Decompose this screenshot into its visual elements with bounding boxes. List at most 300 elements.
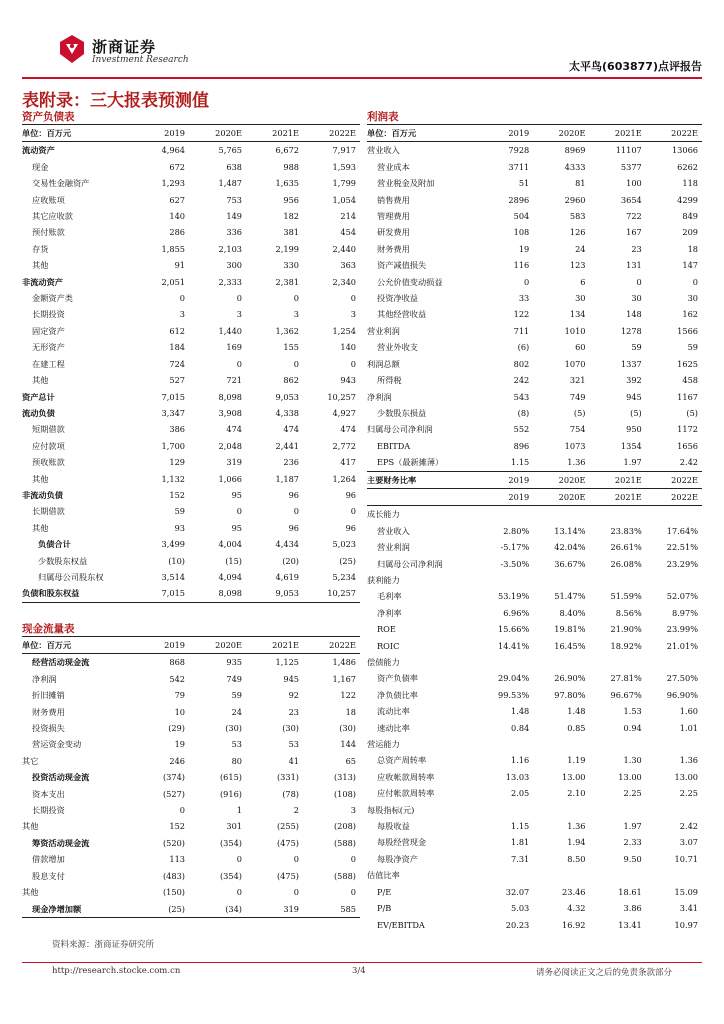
table-row <box>22 159 360 175</box>
row-value: 129 <box>169 457 185 468</box>
row-value: 53.19% <box>498 591 530 602</box>
row-label: 股息支付 <box>32 870 65 881</box>
row-value: 23.99% <box>666 624 698 635</box>
table-row <box>22 290 360 306</box>
row-label: 投资净收益 <box>377 293 418 304</box>
row-value: 0 <box>350 358 356 369</box>
table-row <box>22 438 360 454</box>
row-label: ROE <box>377 624 396 635</box>
table-row <box>22 901 360 918</box>
row-value: 1.19 <box>567 755 586 766</box>
year-header: 2019 <box>477 488 533 505</box>
table-row <box>22 585 360 602</box>
table-row <box>367 621 702 637</box>
table-row <box>367 438 702 454</box>
table-row <box>367 506 702 523</box>
row-label: 其他 <box>32 375 49 386</box>
table-row <box>367 192 702 208</box>
row-label: EV/EBITDA <box>377 919 425 930</box>
row-value: 95 <box>231 489 242 500</box>
table-row <box>367 539 702 555</box>
row-value: 336 <box>226 227 242 238</box>
row-value: 96 <box>345 489 356 500</box>
row-label: 折旧摊销 <box>32 690 65 701</box>
row-value: 7928 <box>508 145 530 156</box>
row-label: 资产总计 <box>22 391 55 402</box>
cash-flow-table <box>22 637 360 918</box>
row-value: 6262 <box>677 161 698 172</box>
row-value: 301 <box>226 821 242 832</box>
row-label: 少数股东损益 <box>377 407 427 418</box>
row-value: 417 <box>340 457 356 468</box>
row-value: 1,066 <box>218 473 242 484</box>
row-label: 管理费用 <box>377 211 410 222</box>
row-value: 2,381 <box>275 276 299 287</box>
balance-sheet-table <box>22 125 360 603</box>
table-row <box>367 818 702 834</box>
row-value <box>477 506 533 523</box>
row-value: 30 <box>631 293 642 304</box>
year-header: 2020E <box>533 472 589 489</box>
row-value: 802 <box>513 358 530 369</box>
row-value: (29) <box>168 723 185 734</box>
row-value: 1.48 <box>511 706 530 717</box>
table-row <box>367 556 702 572</box>
row-label: 长期投资 <box>32 805 65 816</box>
row-value: 7,917 <box>332 145 356 156</box>
row-value: 1,487 <box>218 178 242 189</box>
row-value: 36.67% <box>554 558 586 569</box>
row-label: 长期投资 <box>32 309 65 320</box>
table-row <box>367 752 702 768</box>
row-label: 无形资产 <box>32 342 65 353</box>
row-value: 585 <box>303 901 360 918</box>
row-value: 956 <box>283 194 299 205</box>
unit-label: 单位：百万元 <box>22 637 132 654</box>
row-value: 19.81% <box>554 624 586 635</box>
row-value: 0 <box>236 358 242 369</box>
row-value: 169 <box>226 342 242 353</box>
row-value: 945 <box>626 391 642 402</box>
row-value: 10 <box>174 706 185 717</box>
row-value: 862 <box>283 375 299 386</box>
row-value: (8) <box>517 407 530 418</box>
row-value: 13.00 <box>674 771 698 782</box>
row-value: 131 <box>626 260 642 271</box>
row-value: 5,765 <box>218 145 242 156</box>
row-label: 其他 <box>32 522 49 533</box>
year-header: 2021E <box>590 125 646 142</box>
row-value: 474 <box>340 424 356 435</box>
row-value: 4333 <box>564 161 586 172</box>
row-label: 资产负债率 <box>377 673 418 684</box>
row-value <box>533 506 589 523</box>
row-label: 归属母公司股东权 <box>38 571 104 582</box>
row-label: 现金净增加额 <box>22 901 132 918</box>
row-value <box>533 867 589 883</box>
row-label: 其它 <box>22 755 39 766</box>
row-value: (30) <box>339 723 356 734</box>
year-header: 2020E <box>533 488 589 505</box>
row-label: 营运能力 <box>367 739 400 750</box>
row-value: 1,125 <box>275 657 299 668</box>
row-label: 流动资产 <box>22 145 55 156</box>
row-value: 504 <box>513 211 530 222</box>
row-label: EBITDA <box>377 440 411 451</box>
row-value: 1.01 <box>679 722 698 733</box>
row-value: (588) <box>333 870 356 881</box>
table-row <box>22 786 360 802</box>
row-value: -3.50% <box>500 558 530 569</box>
row-value: 330 <box>283 260 299 271</box>
table-row <box>367 670 702 686</box>
row-value: 1,440 <box>218 325 242 336</box>
row-value: 552 <box>513 424 530 435</box>
row-value: 16.92 <box>562 919 586 930</box>
row-value: 51.59% <box>610 591 642 602</box>
row-value: 1,700 <box>161 440 185 451</box>
row-value <box>646 802 702 818</box>
row-value: 286 <box>169 227 185 238</box>
row-label: 投资活动现金流 <box>32 772 90 783</box>
row-value: 1,486 <box>332 657 356 668</box>
row-value: 4.32 <box>567 903 586 914</box>
row-value: 943 <box>340 375 356 386</box>
table-row <box>22 454 360 470</box>
row-value: (615) <box>219 772 242 783</box>
row-value: 381 <box>283 227 299 238</box>
row-value: 0 <box>293 506 299 517</box>
year-header: 2020E <box>189 125 246 142</box>
row-label: 净利润 <box>367 391 392 402</box>
row-value: -5.17% <box>500 542 530 553</box>
table-row <box>367 175 702 191</box>
row-label: 固定资产 <box>32 325 65 336</box>
row-value: 2.80% <box>503 525 530 536</box>
row-value: (255) <box>276 821 299 832</box>
table-header-row <box>22 125 360 142</box>
row-value: 392 <box>626 375 642 386</box>
row-value: 51 <box>518 178 530 189</box>
table-row <box>22 536 360 552</box>
row-value: 3.41 <box>679 903 698 914</box>
row-value: (30) <box>282 723 299 734</box>
table-row <box>22 306 360 322</box>
row-value: 13.41 <box>618 919 642 930</box>
row-label: 其他 <box>32 473 49 484</box>
row-value: 1.30 <box>623 755 642 766</box>
table-row <box>367 605 702 621</box>
row-value: 80 <box>231 755 242 766</box>
year-header: 2020E <box>533 125 589 142</box>
row-value: 2.10 <box>567 788 586 799</box>
row-value: 950 <box>626 424 642 435</box>
ratio-table-title: 主要财务比率 <box>367 472 477 489</box>
row-value: 140 <box>169 211 185 222</box>
row-value: 3.86 <box>623 903 642 914</box>
table-row <box>367 421 702 437</box>
row-value: 721 <box>226 375 242 386</box>
row-value: 242 <box>513 375 530 386</box>
row-value: 1354 <box>620 440 642 451</box>
row-value: 2.05 <box>511 788 530 799</box>
row-value: 13066 <box>671 145 698 156</box>
row-value: 1.15 <box>511 821 530 832</box>
table-row <box>367 339 702 355</box>
row-label: 公允价值变动损益 <box>377 276 443 287</box>
table-row <box>22 553 360 569</box>
table-row <box>367 356 702 372</box>
table-row <box>367 769 702 785</box>
balance-sheet-panel <box>22 110 360 603</box>
row-value: 0 <box>236 293 242 304</box>
row-value: 1.97 <box>590 454 646 471</box>
row-value: 152 <box>169 489 185 500</box>
row-value: 2.25 <box>679 788 698 799</box>
row-label: 财务费用 <box>32 706 65 717</box>
row-value: 474 <box>283 424 299 435</box>
row-value: 126 <box>569 227 586 238</box>
row-value: 8,098 <box>218 391 242 402</box>
row-value: 868 <box>169 657 185 668</box>
row-value: 51.47% <box>554 591 586 602</box>
row-label: 短期借款 <box>32 424 65 435</box>
year-header: 2019 <box>132 637 189 654</box>
row-value: 0.94 <box>623 722 642 733</box>
row-label: 毛利率 <box>377 591 402 602</box>
row-value: 0 <box>350 506 356 517</box>
table-row <box>367 572 702 588</box>
row-value: 27.81% <box>610 673 642 684</box>
row-value: 23.83% <box>610 525 642 536</box>
row-value: 988 <box>283 161 299 172</box>
row-value: 896 <box>513 440 530 451</box>
row-value: 10.71 <box>674 853 698 864</box>
row-value: 9,053 <box>275 391 299 402</box>
row-value: (78) <box>282 788 299 799</box>
row-value: 17.64% <box>666 525 698 536</box>
row-value: 8.40% <box>559 607 586 618</box>
row-value: 4,619 <box>275 571 299 582</box>
row-value: 60 <box>575 342 586 353</box>
table-row <box>22 520 360 536</box>
row-label: 在建工程 <box>32 358 65 369</box>
row-value: (520) <box>162 837 185 848</box>
page-number: 3/4 <box>352 966 366 976</box>
row-label: 销售费用 <box>377 194 410 205</box>
year-header: 2022E <box>646 488 702 505</box>
row-value: 3711 <box>508 161 530 172</box>
row-value: 23 <box>631 243 642 254</box>
row-value: 93 <box>174 522 185 533</box>
row-label: 应付帐款周转率 <box>377 788 435 799</box>
year-header: 2022E <box>303 125 360 142</box>
row-value: 42.04% <box>554 542 586 553</box>
row-label: 归属母公司净利润 <box>367 424 433 435</box>
row-value: 5.03 <box>511 903 530 914</box>
year-header: 2020E <box>189 637 246 654</box>
row-value <box>477 572 533 588</box>
row-value: 5,023 <box>332 539 356 550</box>
row-label: 金额资产类 <box>32 293 73 304</box>
table-row <box>22 389 360 405</box>
row-value: 6,672 <box>275 145 299 156</box>
row-label: 速动比率 <box>377 722 410 733</box>
row-value: 1,254 <box>332 325 356 336</box>
row-label: 财务费用 <box>377 243 410 254</box>
row-value: 96 <box>345 522 356 533</box>
row-value: 59 <box>631 342 642 353</box>
table-row <box>367 208 702 224</box>
row-value: 26.61% <box>610 542 642 553</box>
row-value <box>477 867 533 883</box>
row-value: 6 <box>580 276 586 287</box>
year-header: 2021E <box>590 472 646 489</box>
row-label: 其它应收款 <box>32 211 73 222</box>
row-label: 营业外收支 <box>377 342 418 353</box>
row-value: 2,048 <box>218 440 242 451</box>
row-value: 0 <box>236 854 242 865</box>
footer-divider <box>22 962 702 963</box>
table-row <box>22 654 360 671</box>
row-value: 96.90% <box>666 689 698 700</box>
row-value: (30) <box>225 723 242 734</box>
row-value: 0 <box>293 293 299 304</box>
row-value: (108) <box>333 788 356 799</box>
table-row <box>367 867 702 883</box>
table-row <box>367 654 702 670</box>
row-value: 108 <box>513 227 530 238</box>
row-value: (34) <box>189 901 246 918</box>
row-value: 214 <box>340 211 356 222</box>
table-row <box>22 769 360 785</box>
table-row <box>367 306 702 322</box>
row-value: 1,293 <box>161 178 185 189</box>
row-value: 113 <box>169 854 185 865</box>
row-label: 少数股东权益 <box>38 555 88 566</box>
row-label: 获利能力 <box>367 574 400 585</box>
row-value: 24 <box>575 243 586 254</box>
row-value: 627 <box>169 194 185 205</box>
key-ratios-table <box>367 472 702 933</box>
row-value: 14.41% <box>498 640 530 651</box>
row-value: 1.60 <box>679 706 698 717</box>
row-value: 11107 <box>615 145 642 156</box>
row-value: 0.84 <box>511 722 530 733</box>
row-value: 18 <box>345 706 356 717</box>
row-label: 归属母公司净利润 <box>377 558 443 569</box>
row-value: 458 <box>682 375 698 386</box>
row-value: 20.23 <box>505 919 530 930</box>
row-value: 79 <box>174 690 185 701</box>
table-row <box>367 224 702 240</box>
row-value: 542 <box>169 673 185 684</box>
row-value: 59 <box>174 506 185 517</box>
row-value: 7,015 <box>132 585 189 602</box>
row-value <box>533 736 589 752</box>
row-value: 29.04% <box>498 673 530 684</box>
table-row <box>367 785 702 801</box>
row-label: ROIC <box>377 640 400 651</box>
row-value <box>590 572 646 588</box>
row-value: 16.45% <box>554 640 586 651</box>
row-value: 0 <box>350 887 356 898</box>
table-row <box>22 720 360 736</box>
row-label: 净利润 <box>32 673 57 684</box>
row-value <box>590 802 646 818</box>
row-label: 营业税金及附加 <box>377 178 435 189</box>
row-value: (313) <box>333 772 356 783</box>
row-value: 96 <box>288 522 299 533</box>
row-value: 1,132 <box>161 473 185 484</box>
row-value: 155 <box>283 342 299 353</box>
row-value: 7.31 <box>511 853 530 864</box>
row-value: (150) <box>162 887 185 898</box>
table-row <box>22 569 360 585</box>
row-value: (5) <box>686 407 698 418</box>
table-row <box>367 703 702 719</box>
row-value: 148 <box>626 309 642 320</box>
row-label: 总资产周转率 <box>377 755 427 766</box>
row-value: 13.00 <box>562 771 586 782</box>
row-value: 3 <box>236 309 242 320</box>
row-value: 638 <box>226 161 242 172</box>
footer-url-link[interactable]: http://research.stocke.com.cn <box>52 966 181 976</box>
row-value: (374) <box>162 772 185 783</box>
row-value: 3,908 <box>218 407 242 418</box>
row-value: 23 <box>288 706 299 717</box>
table-row <box>22 175 360 191</box>
row-value: 2,441 <box>275 440 299 451</box>
table-row <box>22 339 360 355</box>
row-value: 21.01% <box>666 640 698 651</box>
row-value: 672 <box>169 161 185 172</box>
row-value: (15) <box>225 555 242 566</box>
row-value: 2.33 <box>623 837 642 848</box>
row-value: 23.46 <box>562 886 586 897</box>
row-value: 0 <box>236 887 242 898</box>
year-header: 2021E <box>246 637 303 654</box>
table-row <box>22 802 360 818</box>
row-value: 162 <box>682 309 698 320</box>
disclaimer-note: 请务必阅读正文之后的免责条款部分 <box>535 968 672 978</box>
table-row <box>367 720 702 736</box>
table-header-row <box>367 125 702 142</box>
row-label: 借款增加 <box>32 854 65 865</box>
row-value: 1.36 <box>679 755 698 766</box>
row-value: 1.97 <box>623 821 642 832</box>
row-value: 1566 <box>677 325 698 336</box>
row-value: 454 <box>340 227 356 238</box>
row-value: 753 <box>226 194 242 205</box>
table-row <box>22 208 360 224</box>
row-label: 现金 <box>32 161 49 172</box>
row-value: 2,340 <box>332 276 356 287</box>
row-value: (354) <box>219 837 242 848</box>
logo-text: 浙商证券 <box>92 38 157 56</box>
table-header-row <box>367 488 702 505</box>
row-value <box>590 867 646 883</box>
row-value: 59 <box>231 690 242 701</box>
row-value: 749 <box>226 673 242 684</box>
row-value: 96 <box>288 489 299 500</box>
row-value: 149 <box>226 211 242 222</box>
row-value: 0 <box>293 887 299 898</box>
table-row <box>367 389 702 405</box>
row-value: 749 <box>569 391 586 402</box>
row-value: 4,094 <box>218 571 242 582</box>
row-value: 2,440 <box>332 243 356 254</box>
